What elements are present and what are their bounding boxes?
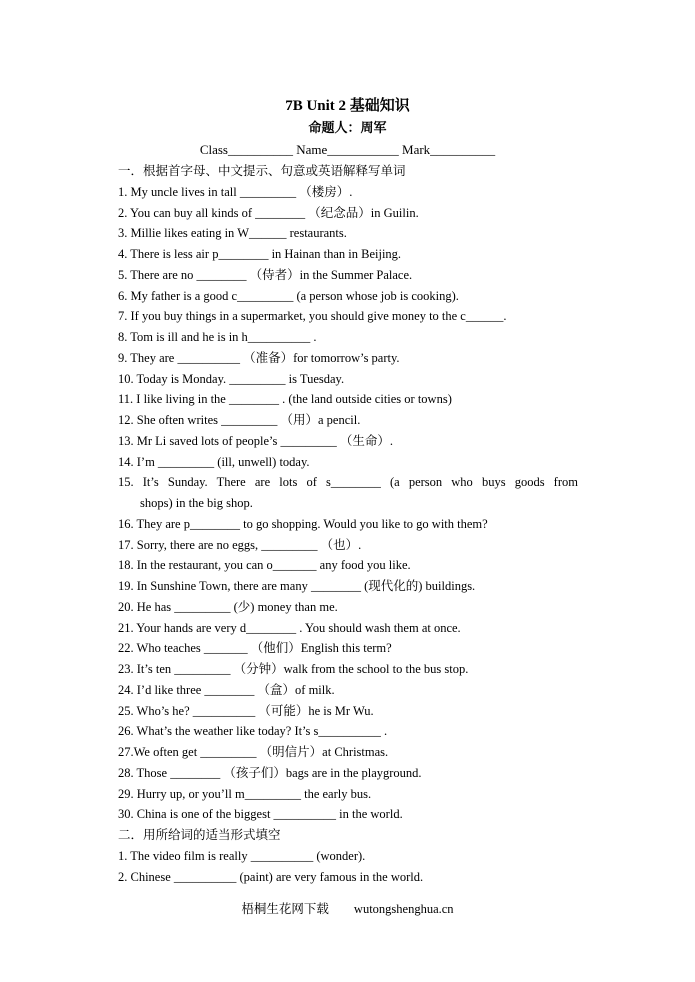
question-line: 14. I’m _________ (ill, unwell) today. (118, 454, 310, 469)
question-line: 26. What’s the weather like today? It’s s__________ . (118, 724, 388, 739)
question-line: 19. In Sunshine Town, there are many ________ (现代化的) buildings. (118, 579, 476, 593)
question-line: 10. Today is Monday. _________ is Tuesday. (118, 371, 345, 386)
question-line: 23. It’s ten _________ （分钟）walk from the school to the bus stop. (118, 662, 469, 676)
question-line: 9. They are __________ （准备）for tomorrow’s party. (118, 350, 400, 365)
question-line: 2. Chinese __________ (paint) are very famous in the world. (118, 869, 424, 884)
author-line: 命题人：周军 (308, 120, 387, 135)
question-line: 28. Those ________ （孩子们）bags are in the playground. (118, 765, 422, 780)
question-line: 8. Tom is ill and he is in h__________ . (118, 330, 317, 344)
question-line: 27.We often get _________ （明信片）at Christmas. (118, 745, 389, 759)
question-line: 21. Your hands are very d________ . You should wash them at once. (118, 620, 461, 635)
question-line: 12. She often writes _________ （用）a pencil. (118, 413, 361, 427)
question-line: 3. Millie likes eating in W______ restaurants. (118, 226, 347, 241)
question-line: 17. Sorry, there are no eggs, _________ （也）. (118, 537, 362, 552)
question-line: 15. It’s Sunday. There are lots of s________ (a person who buys goods from (118, 475, 578, 490)
question-line: 24. I’d like three ________ （盒）of milk. (118, 682, 335, 697)
question-line: 1. My uncle lives in tall _________ （楼房）. (118, 184, 353, 199)
page-footer: 梧桐生花网下载 wutongshenghua.cn (241, 902, 454, 916)
question-line: 25. Who’s he? __________ （可能）he is Mr Wu. (118, 703, 374, 718)
question-line-continuation: shops) in the big shop. (140, 496, 253, 510)
question-line: 2. You can buy all kinds of ________ （纪念品）in Guilin. (118, 205, 419, 220)
question-line: 6. My father is a good c_________ (a person whose job is cooking). (118, 288, 459, 303)
exercise-body (118, 161, 578, 887)
question-line: 13. Mr Li saved lots of people’s _________ （生命）. (118, 433, 393, 448)
section-heading-1: 一．根据首字母、中文提示、句意或英语解释写单词 (118, 164, 406, 178)
question-line: 30. China is one of the biggest __________ in the world. (118, 807, 403, 822)
question-line: 11. I like living in the ________ . (the land outside cities or towns) (118, 392, 452, 407)
question-line: 29. Hurry up, or you’ll m_________ the early bus. (118, 786, 372, 801)
question-line: 5. There are no ________ （侍者）in the Summer Palace. (118, 267, 413, 282)
question-line: 20. He has _________ (少) money than me. (118, 599, 338, 614)
section-heading-2: 二．用所给词的适当形式填空 (118, 828, 281, 842)
question-line: 7. If you buy things in a supermarket, you should give money to the c______. (118, 309, 507, 324)
question-line: 16. They are p________ to go shopping. Would you like to go with them? (118, 516, 488, 531)
page-title: 7B Unit 2 基础知识 (285, 98, 410, 114)
student-info-line: Class__________ Name___________ Mark__________ (199, 142, 496, 157)
question-line: 22. Who teaches _______ （他们）English this term? (118, 641, 392, 656)
question-line: 4. There is less air p________ in Hainan than in Beijing. (118, 247, 402, 261)
question-line: 1. The video film is really __________ (wonder). (118, 848, 366, 863)
question-line: 18. In the restaurant, you can o_______ any food you like. (118, 558, 411, 573)
